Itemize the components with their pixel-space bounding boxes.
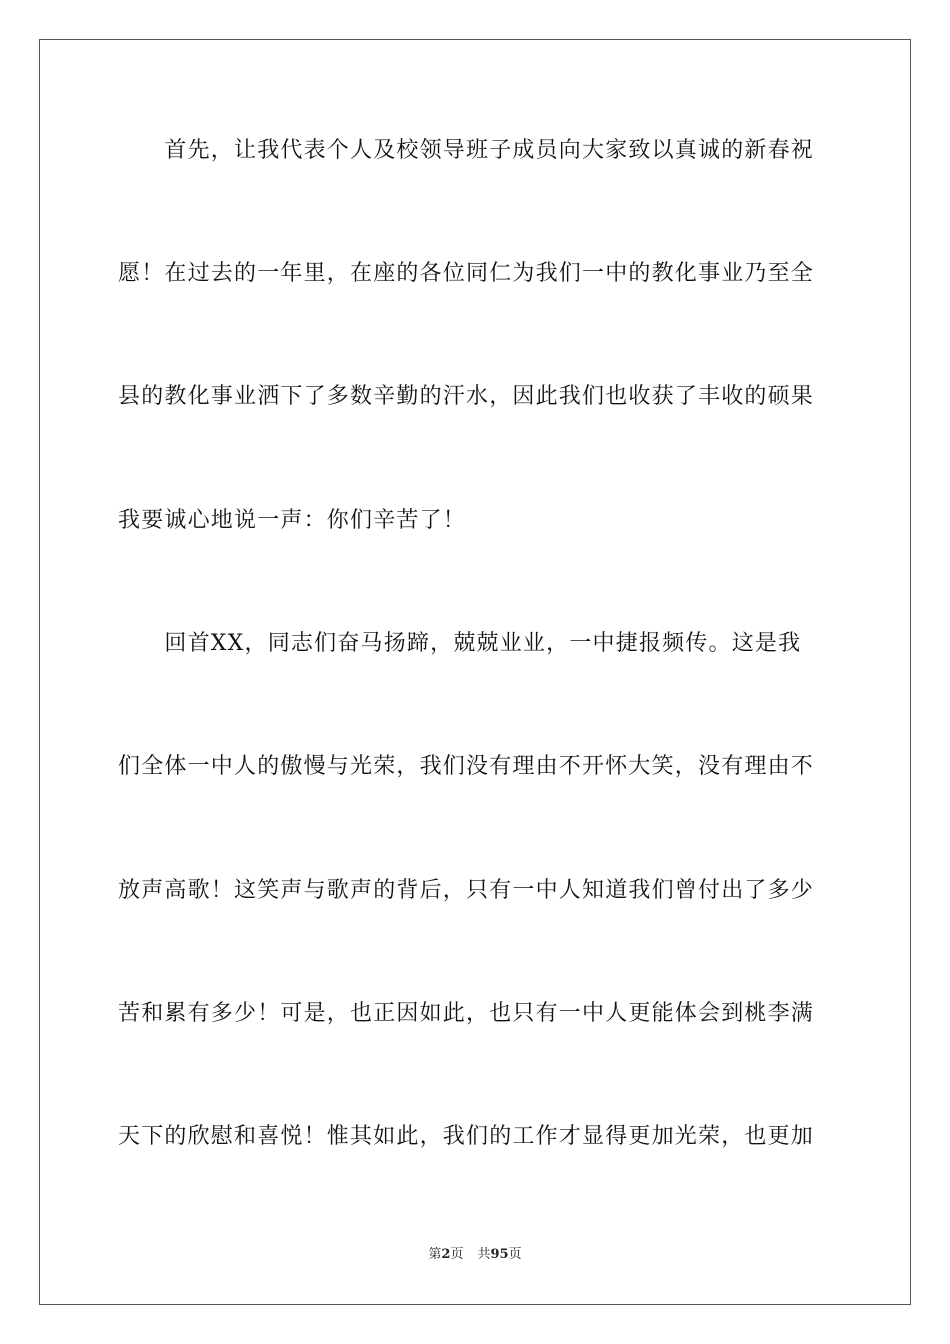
page-prefix: 第: [428, 1247, 442, 1262]
text-line: 回首XX，同志们奋马扬蹄，兢兢业业，一中捷报频传。这是我: [118, 631, 802, 656]
text-line: 我要诚心地说一声：你们辛苦了！: [118, 508, 467, 533]
text-line: 苦和累有多少！可是，也正因如此，也只有一中人更能体会到桃李满: [118, 1001, 815, 1026]
total-pages: 95: [490, 1247, 509, 1262]
text-line: 愿！在过去的一年里，在座的各位同仁为我们一中的教化事业乃至全: [118, 261, 815, 286]
text-line: 天下的欣慰和喜悦！惟其如此，我们的工作才显得更加光荣，也更加: [118, 1124, 815, 1149]
text-line: 首先，让我代表个人及校领导班子成员向大家致以真诚的新春祝: [118, 138, 815, 163]
total-prefix: 共: [477, 1247, 491, 1262]
page-footer: [0, 1246, 950, 1264]
text-line: 们全体一中人的傲慢与光荣，我们没有理由不开怀大笑，没有理由不: [118, 754, 815, 779]
text-line: 县的教化事业洒下了多数辛勤的汗水，因此我们也收获了丰收的硕果: [118, 384, 815, 409]
page-border: [39, 39, 911, 1305]
text-line: 放声高歌！这笑声与歌声的背后，只有一中人知道我们曾付出了多少: [118, 878, 815, 903]
page-number: 2: [441, 1247, 451, 1262]
page-suffix: 页: [450, 1247, 464, 1262]
total-suffix: 页: [508, 1247, 522, 1262]
